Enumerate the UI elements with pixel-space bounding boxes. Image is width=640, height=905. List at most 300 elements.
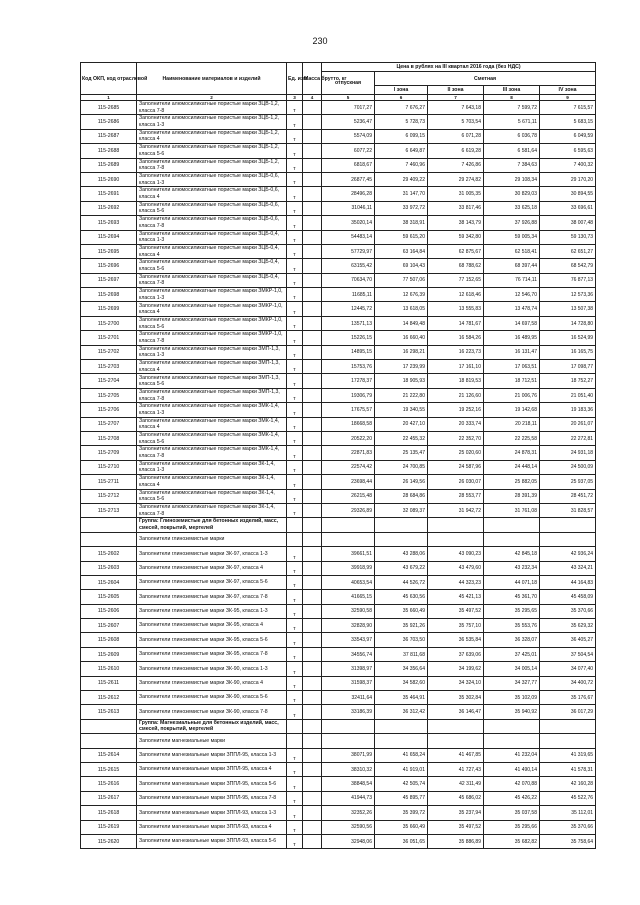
- row-zone-1-price: 29 409,22: [375, 172, 428, 186]
- row-zone-3-price: 12 546,70: [484, 288, 540, 302]
- table-row: [81, 460, 596, 474]
- row-name: Заполнители алюмосиликатные пористые марки ЗК-1,4, класса 1-3: [137, 460, 287, 474]
- row-zone-4-price: 24 931,18: [540, 446, 596, 460]
- table-row: [81, 172, 596, 186]
- row-release-price: 6077,22: [322, 144, 375, 158]
- row-name: Заполнители магнезиальные марки ЗППЛ-93, класса 5-6: [137, 834, 287, 848]
- row-zone-2-price: 29 274,82: [428, 172, 484, 186]
- row-release-price: 39918,99: [322, 561, 375, 575]
- row-zone-3-price: 35 940,92: [484, 705, 540, 719]
- empty-cell: [322, 734, 375, 748]
- row-name: Заполнители алюмосиликатные пористые марки ЗМКР-1,0, класса 4: [137, 302, 287, 316]
- row-name: Заполнители алюмосиликатные пористые марки ЗМКР-1,0, класса 5-6: [137, 316, 287, 330]
- table-row: [81, 806, 596, 820]
- row-zone-2-price: 24 587,96: [428, 460, 484, 474]
- row-unit: т: [287, 331, 303, 345]
- table-row: [81, 503, 596, 517]
- row-zone-2-price: 18 819,53: [428, 374, 484, 388]
- row-unit: т: [287, 503, 303, 517]
- row-release-price: 15753,76: [322, 360, 375, 374]
- row-mass: [303, 691, 322, 705]
- row-zone-2-price: 34 199,62: [428, 662, 484, 676]
- group-title: Группа: Глиноземистые для бетонных изделий, масс, смесей, покрытий, мертелей: [137, 518, 287, 532]
- row-zone-1-price: 13 618,05: [375, 302, 428, 316]
- row-name: Заполнители алюмосиликатные пористые марки ЗМК-1,4, класса 7-8: [137, 446, 287, 460]
- row-zone-4-price: 36 017,29: [540, 705, 596, 719]
- table-row: [81, 216, 596, 230]
- empty-cell: [484, 518, 540, 532]
- empty-cell: [484, 734, 540, 748]
- row-zone-1-price: 41 919,01: [375, 762, 428, 776]
- row-release-price: 32590,58: [322, 604, 375, 618]
- row-zone-1-price: 19 340,55: [375, 403, 428, 417]
- row-name: Заполнители магнезиальные марки ЗППЛ-95, класса 5-6: [137, 777, 287, 791]
- row-unit: т: [287, 216, 303, 230]
- row-name: Заполнители алюмосиликатные пористые марки ЗЦБ-0,4, класса 1-3: [137, 230, 287, 244]
- row-zone-3-price: 21 006,76: [484, 388, 540, 402]
- row-mass: [303, 129, 322, 143]
- row-name: Заполнители глиноземистые марки ЗК-95, класса 7-8: [137, 647, 287, 661]
- row-release-price: 14895,15: [322, 345, 375, 359]
- row-release-price: 7017,27: [322, 101, 375, 115]
- row-zone-2-price: 12 618,46: [428, 288, 484, 302]
- empty-cell: [540, 734, 596, 748]
- row-mass: [303, 475, 322, 489]
- row-mass: [303, 604, 322, 618]
- row-zone-3-price: 6 581,64: [484, 144, 540, 158]
- row-zone-3-price: 36 328,07: [484, 633, 540, 647]
- row-zone-3-price: 45 361,70: [484, 590, 540, 604]
- row-zone-2-price: 44 323,23: [428, 575, 484, 589]
- row-release-price: 34556,74: [322, 647, 375, 661]
- row-unit: т: [287, 676, 303, 690]
- header-mass: Масса брутто, кг: [303, 63, 322, 95]
- row-unit: т: [287, 360, 303, 374]
- row-unit: т: [287, 201, 303, 215]
- row-zone-3-price: 37 425,01: [484, 647, 540, 661]
- row-unit: т: [287, 115, 303, 129]
- row-zone-3-price: 14 697,58: [484, 316, 540, 330]
- row-zone-3-price: 5 671,11: [484, 115, 540, 129]
- table-row: [81, 288, 596, 302]
- row-zone-1-price: 69 104,43: [375, 259, 428, 273]
- row-code: 115-2702: [81, 345, 137, 359]
- row-zone-4-price: 44 164,83: [540, 575, 596, 589]
- row-code: 115-2609: [81, 647, 137, 661]
- row-code: 115-2685: [81, 101, 137, 115]
- row-code: 115-2690: [81, 172, 137, 186]
- row-release-price: 31046,11: [322, 201, 375, 215]
- row-zone-3-price: 24 878,31: [484, 446, 540, 460]
- empty-cell: [375, 734, 428, 748]
- row-zone-2-price: 33 817,46: [428, 201, 484, 215]
- row-release-price: 38071,99: [322, 748, 375, 762]
- row-release-price: 32948,06: [322, 834, 375, 848]
- table-row: [81, 230, 596, 244]
- row-zone-2-price: 35 497,52: [428, 820, 484, 834]
- row-zone-4-price: 16 524,99: [540, 331, 596, 345]
- row-unit: т: [287, 446, 303, 460]
- row-zone-4-price: 76 877,13: [540, 273, 596, 287]
- row-zone-1-price: 35 464,91: [375, 691, 428, 705]
- row-zone-3-price: 35 295,65: [484, 604, 540, 618]
- table-row: [81, 633, 596, 647]
- row-zone-1-price: 44 526,72: [375, 575, 428, 589]
- table-row: [81, 115, 596, 129]
- row-zone-2-price: 16 584,26: [428, 331, 484, 345]
- row-zone-1-price: 5 728,73: [375, 115, 428, 129]
- row-zone-4-price: 41 319,65: [540, 748, 596, 762]
- column-index-cell: 1: [81, 95, 137, 101]
- row-release-price: 70634,70: [322, 273, 375, 287]
- row-zone-3-price: 34 327,77: [484, 676, 540, 690]
- empty-cell: [428, 719, 484, 733]
- empty-cell: [81, 532, 137, 546]
- row-release-price: 20522,20: [322, 431, 375, 445]
- row-name: Заполнители алюмосиликатные пористые марки ЗЦБ-0,4, класса 7-8: [137, 273, 287, 287]
- row-zone-1-price: 18 905,93: [375, 374, 428, 388]
- row-name: Заполнители алюмосиликатные пористые марки ЗМК-1,4, класса 4: [137, 417, 287, 431]
- row-zone-1-price: 7 676,27: [375, 101, 428, 115]
- row-name: Заполнители глиноземистые марки ЗК-97, класса 7-8: [137, 590, 287, 604]
- row-zone-1-price: 43 288,06: [375, 547, 428, 561]
- row-release-price: 31598,37: [322, 676, 375, 690]
- header-code: Код ОКП, код отраслевой: [81, 63, 137, 95]
- row-zone-1-price: 34 356,64: [375, 662, 428, 676]
- row-zone-2-price: 6 619,28: [428, 144, 484, 158]
- row-zone-1-price: 59 615,20: [375, 230, 428, 244]
- row-release-price: 23698,44: [322, 475, 375, 489]
- row-unit: т: [287, 748, 303, 762]
- row-zone-1-price: 35 399,72: [375, 806, 428, 820]
- row-mass: [303, 806, 322, 820]
- row-zone-2-price: 17 161,10: [428, 360, 484, 374]
- row-zone-2-price: 25 020,60: [428, 446, 484, 460]
- row-release-price: 5236,47: [322, 115, 375, 129]
- row-zone-2-price: 35 237,94: [428, 806, 484, 820]
- row-zone-1-price: 6 649,87: [375, 144, 428, 158]
- row-unit: т: [287, 273, 303, 287]
- row-release-price: 63155,42: [322, 259, 375, 273]
- row-code: 115-2687: [81, 129, 137, 143]
- row-zone-3-price: 30 829,03: [484, 187, 540, 201]
- row-name: Заполнители магнезиальные марки ЗППЛ-95, класса 4: [137, 762, 287, 776]
- row-zone-1-price: 35 660,49: [375, 604, 428, 618]
- empty-cell: [540, 532, 596, 546]
- row-zone-4-price: 25 937,05: [540, 475, 596, 489]
- row-zone-2-price: 16 223,73: [428, 345, 484, 359]
- table-row: [81, 604, 596, 618]
- row-code: 115-2619: [81, 820, 137, 834]
- table-row: [81, 547, 596, 561]
- table-row: [81, 101, 596, 115]
- empty-cell: [303, 734, 322, 748]
- row-name: Заполнители глиноземистые марки ЗК-97, класса 1-3: [137, 547, 287, 561]
- row-unit: т: [287, 777, 303, 791]
- row-zone-4-price: 21 051,40: [540, 388, 596, 402]
- table-row: [81, 360, 596, 374]
- row-zone-4-price: 59 130,73: [540, 230, 596, 244]
- table-row: [81, 820, 596, 834]
- row-release-price: 28496,28: [322, 187, 375, 201]
- row-zone-3-price: 16 489,95: [484, 331, 540, 345]
- row-mass: [303, 662, 322, 676]
- row-zone-4-price: 30 894,55: [540, 187, 596, 201]
- column-index-cell: 3: [287, 95, 303, 101]
- row-name: Заполнители алюмосиликатные пористые марки ЗЦБ-1,2, класса 7-8: [137, 158, 287, 172]
- row-mass: [303, 360, 322, 374]
- header-zone-1: I зона: [375, 86, 428, 95]
- row-zone-2-price: 7 426,86: [428, 158, 484, 172]
- table-row: [81, 187, 596, 201]
- row-unit: т: [287, 489, 303, 503]
- table-row: [81, 158, 596, 172]
- empty-cell: [375, 518, 428, 532]
- row-zone-2-price: 22 352,70: [428, 431, 484, 445]
- row-mass: [303, 561, 322, 575]
- header-zone-3: III зона: [484, 86, 540, 95]
- row-zone-4-price: 41 578,31: [540, 762, 596, 776]
- row-mass: [303, 273, 322, 287]
- row-release-price: 13571,13: [322, 316, 375, 330]
- row-unit: т: [287, 403, 303, 417]
- row-code: 115-2695: [81, 244, 137, 258]
- row-zone-3-price: 35 682,82: [484, 834, 540, 848]
- row-code: 115-2615: [81, 762, 137, 776]
- row-zone-3-price: 42 845,18: [484, 547, 540, 561]
- row-zone-2-price: 43 090,23: [428, 547, 484, 561]
- row-release-price: 54483,14: [322, 230, 375, 244]
- row-zone-3-price: 76 714,11: [484, 273, 540, 287]
- row-code: 115-2607: [81, 619, 137, 633]
- page-number: 230: [312, 36, 328, 46]
- row-name: Заполнители алюмосиликатные пористые марки ЗЦБ-0,4, класса 4: [137, 244, 287, 258]
- row-zone-2-price: 21 126,60: [428, 388, 484, 402]
- row-code: 115-2699: [81, 302, 137, 316]
- row-name: Заполнители алюмосиликатные пористые марки ЗМКР-1,0, класса 1-3: [137, 288, 287, 302]
- row-code: 115-2709: [81, 446, 137, 460]
- row-mass: [303, 590, 322, 604]
- row-name: Заполнители алюмосиликатные пористые марки ЗК-1,4, класса 4: [137, 475, 287, 489]
- row-zone-3-price: 33 625,18: [484, 201, 540, 215]
- row-code: 115-2604: [81, 575, 137, 589]
- empty-cell: [540, 719, 596, 733]
- row-zone-3-price: 43 232,34: [484, 561, 540, 575]
- row-mass: [303, 288, 322, 302]
- row-zone-4-price: 35 629,32: [540, 619, 596, 633]
- row-zone-3-price: 44 071,18: [484, 575, 540, 589]
- row-mass: [303, 834, 322, 848]
- row-code: 115-2614: [81, 748, 137, 762]
- empty-cell: [428, 518, 484, 532]
- row-code: 115-2704: [81, 374, 137, 388]
- row-mass: [303, 101, 322, 115]
- table-body: [81, 101, 596, 849]
- row-zone-4-price: 12 573,36: [540, 288, 596, 302]
- row-zone-2-price: 20 333,74: [428, 417, 484, 431]
- row-zone-4-price: 35 370,66: [540, 820, 596, 834]
- row-zone-1-price: 43 679,22: [375, 561, 428, 575]
- row-mass: [303, 302, 322, 316]
- row-mass: [303, 762, 322, 776]
- row-zone-3-price: 16 131,47: [484, 345, 540, 359]
- row-name: Заполнители глиноземистые марки ЗК-95, класса 4: [137, 619, 287, 633]
- row-zone-3-price: 41 490,14: [484, 762, 540, 776]
- row-unit: т: [287, 633, 303, 647]
- row-zone-4-price: 68 542,79: [540, 259, 596, 273]
- row-zone-4-price: 38 007,48: [540, 216, 596, 230]
- group-row: [81, 719, 596, 733]
- column-index-cell: 8: [484, 95, 540, 101]
- row-zone-2-price: 45 686,02: [428, 791, 484, 805]
- row-name: Заполнители алюмосиликатные пористые марки ЗМК-1,4, класса 5-6: [137, 431, 287, 445]
- row-name: Заполнители глиноземистые марки ЗК-95, класса 5-6: [137, 633, 287, 647]
- row-code: 115-2698: [81, 288, 137, 302]
- row-release-price: 17278,37: [322, 374, 375, 388]
- row-zone-4-price: 13 507,38: [540, 302, 596, 316]
- row-zone-2-price: 5 703,54: [428, 115, 484, 129]
- row-zone-2-price: 19 252,16: [428, 403, 484, 417]
- row-mass: [303, 417, 322, 431]
- row-name: Заполнители алюмосиликатные пористые марки ЗЦБ-0,4, класса 5-6: [137, 259, 287, 273]
- row-code: 115-2618: [81, 806, 137, 820]
- row-mass: [303, 575, 322, 589]
- row-zone-2-price: 36 535,84: [428, 633, 484, 647]
- row-release-price: 32352,26: [322, 806, 375, 820]
- row-zone-4-price: 34 400,72: [540, 676, 596, 690]
- row-zone-4-price: 28 451,72: [540, 489, 596, 503]
- row-mass: [303, 331, 322, 345]
- header-estimate: Сметная: [375, 72, 596, 86]
- row-unit: т: [287, 806, 303, 820]
- row-code: 115-2603: [81, 561, 137, 575]
- row-zone-1-price: 12 676,39: [375, 288, 428, 302]
- row-unit: т: [287, 316, 303, 330]
- row-code: 115-2710: [81, 460, 137, 474]
- row-mass: [303, 547, 322, 561]
- row-release-price: 18668,58: [322, 417, 375, 431]
- row-unit: т: [287, 230, 303, 244]
- row-zone-3-price: 34 005,14: [484, 662, 540, 676]
- group-row: [81, 518, 596, 532]
- row-zone-3-price: 45 426,22: [484, 791, 540, 805]
- row-name: Заполнители глиноземистые марки ЗК-90, класса 7-8: [137, 705, 287, 719]
- empty-cell: [81, 734, 137, 748]
- row-release-price: 32828,90: [322, 619, 375, 633]
- row-unit: т: [287, 345, 303, 359]
- row-unit: т: [287, 604, 303, 618]
- table-row: [81, 417, 596, 431]
- row-zone-4-price: 24 500,09: [540, 460, 596, 474]
- row-code: 115-2711: [81, 475, 137, 489]
- row-zone-4-price: 7 615,57: [540, 101, 596, 115]
- empty-cell: [375, 719, 428, 733]
- row-release-price: 17675,57: [322, 403, 375, 417]
- table-row: [81, 691, 596, 705]
- row-unit: т: [287, 288, 303, 302]
- table-row: [81, 403, 596, 417]
- row-code: 115-2613: [81, 705, 137, 719]
- column-index-cell: 7: [428, 95, 484, 101]
- row-code: 115-2616: [81, 777, 137, 791]
- row-zone-2-price: 26 030,07: [428, 475, 484, 489]
- row-name: Заполнители алюмосиликатные пористые марки ЗЦБ-1,2, класса 5-6: [137, 144, 287, 158]
- row-zone-4-price: 29 170,20: [540, 172, 596, 186]
- row-release-price: 26877,45: [322, 172, 375, 186]
- row-zone-1-price: 17 239,99: [375, 360, 428, 374]
- row-zone-3-price: 42 070,88: [484, 777, 540, 791]
- row-zone-2-price: 14 781,67: [428, 316, 484, 330]
- empty-cell: [81, 518, 137, 532]
- row-code: 115-2686: [81, 115, 137, 129]
- row-mass: [303, 676, 322, 690]
- row-zone-4-price: 35 758,64: [540, 834, 596, 848]
- row-mass: [303, 633, 322, 647]
- row-zone-3-price: 35 102,09: [484, 691, 540, 705]
- empty-cell: [322, 532, 375, 546]
- row-zone-3-price: 28 391,39: [484, 489, 540, 503]
- row-release-price: 57729,97: [322, 244, 375, 258]
- row-name: Заполнители магнезиальные марки ЗППЛ-93, класса 1-3: [137, 806, 287, 820]
- row-zone-3-price: 20 218,11: [484, 417, 540, 431]
- row-release-price: 33186,39: [322, 705, 375, 719]
- row-unit: т: [287, 590, 303, 604]
- subgroup-title: Заполнители магнезиальные марки: [137, 734, 287, 748]
- row-zone-4-price: 33 696,61: [540, 201, 596, 215]
- row-name: Заполнители алюмосиликатные пористые марки ЗМП-1,3, класса 4: [137, 360, 287, 374]
- row-zone-3-price: 19 142,68: [484, 403, 540, 417]
- row-unit: т: [287, 575, 303, 589]
- row-zone-1-price: 22 455,32: [375, 431, 428, 445]
- row-zone-1-price: 77 507,06: [375, 273, 428, 287]
- row-zone-4-price: 35 176,67: [540, 691, 596, 705]
- table-row: [81, 489, 596, 503]
- row-name: Заполнители глиноземистые марки ЗК-90, класса 1-3: [137, 662, 287, 676]
- row-name: Заполнители алюмосиликатные пористые марки ЗМКР-1,0, класса 7-8: [137, 331, 287, 345]
- row-zone-2-price: 43 479,60: [428, 561, 484, 575]
- empty-cell: [428, 734, 484, 748]
- row-zone-1-price: 33 972,72: [375, 201, 428, 215]
- table-row: [81, 201, 596, 215]
- row-zone-3-price: 37 926,88: [484, 216, 540, 230]
- row-code: 115-2696: [81, 259, 137, 273]
- row-zone-4-price: 42 160,28: [540, 777, 596, 791]
- empty-cell: [287, 734, 303, 748]
- row-code: 115-2617: [81, 791, 137, 805]
- row-mass: [303, 345, 322, 359]
- row-release-price: 41944,73: [322, 791, 375, 805]
- row-code: 115-2708: [81, 431, 137, 445]
- row-mass: [303, 388, 322, 402]
- row-unit: т: [287, 374, 303, 388]
- table-row: [81, 259, 596, 273]
- table-row: [81, 431, 596, 445]
- row-zone-1-price: 16 660,40: [375, 331, 428, 345]
- row-code: 115-2693: [81, 216, 137, 230]
- row-mass: [303, 187, 322, 201]
- row-zone-4-price: 16 165,75: [540, 345, 596, 359]
- subgroup-title: Заполнители глиноземистые марки: [137, 532, 287, 546]
- row-zone-4-price: 22 272,81: [540, 431, 596, 445]
- row-name: Заполнители магнезиальные марки ЗППЛ-93, класса 4: [137, 820, 287, 834]
- empty-cell: [287, 518, 303, 532]
- row-name: Заполнители магнезиальные марки ЗППЛ-95, класса 7-8: [137, 791, 287, 805]
- row-zone-4-price: 45 458,09: [540, 590, 596, 604]
- row-code: 115-2606: [81, 604, 137, 618]
- row-code: 115-2611: [81, 676, 137, 690]
- row-release-price: 38310,32: [322, 762, 375, 776]
- row-release-price: 11685,11: [322, 288, 375, 302]
